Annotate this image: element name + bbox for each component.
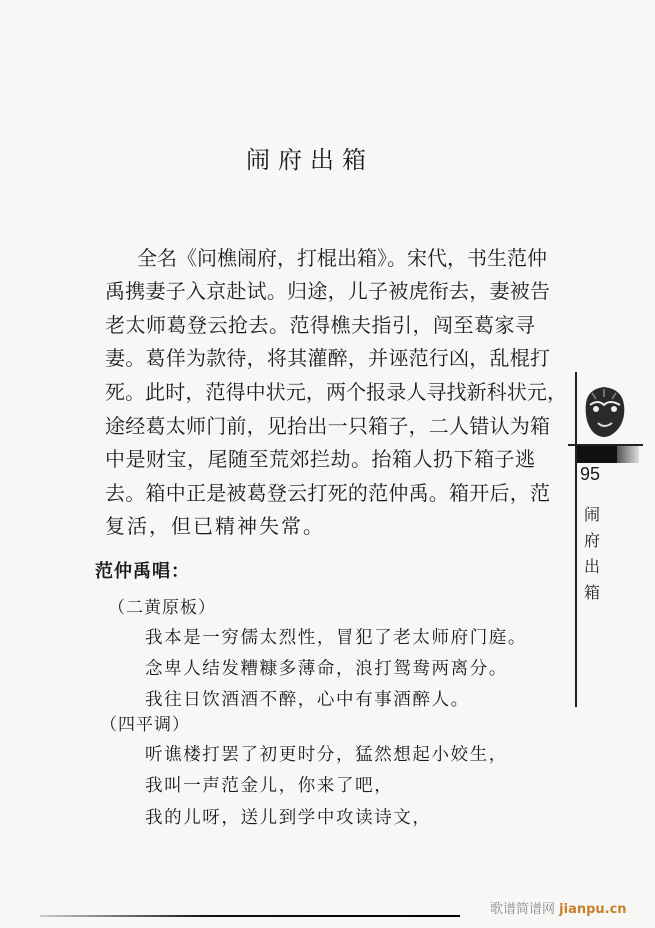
- synopsis-line: 妻。葛佯为款待，将其灌醉，并诬范行凶，乱棍打: [105, 346, 550, 370]
- synopsis-line: 去。箱中正是被葛登云打死的范仲禹。箱开后，范: [105, 481, 550, 505]
- synopsis-line: 途经葛太师门前，见抬出一只箱子，二人错认为箱: [105, 414, 550, 438]
- watermark-site: jianpu.cn: [559, 902, 627, 917]
- synopsis-line: 老太师葛登云抢去。范得樵夫指引，闯至葛家寻: [105, 313, 535, 337]
- opera-mask-icon: [580, 385, 628, 440]
- tune-label: （四平调）: [100, 715, 190, 735]
- lyric-line: 念卑人结发糟糠多薄命，浪打鸳鸯两离分。: [145, 659, 508, 679]
- tune-label: （二黄原板）: [108, 598, 216, 618]
- watermark: [490, 898, 627, 917]
- lyric-line: 我叫一声范金儿，你来了吧，: [145, 776, 394, 796]
- lyric-line: 我本是一穷儒太烈性，冒犯了老太师府门庭。: [145, 628, 527, 648]
- sidebar-band-fade: [617, 446, 639, 463]
- sidebar-rule: [575, 372, 577, 707]
- singer-heading: 范仲禹唱：: [95, 561, 190, 582]
- lyric-line: 我往日饮酒酒不醉，心中有事酒醉人。: [145, 690, 470, 710]
- page-title: 闹府出箱: [246, 146, 374, 174]
- page-number: 95: [580, 464, 601, 484]
- synopsis-line: 禹携妻子入京赴试。归途，儿子被虎衔去，妻被告: [105, 279, 550, 303]
- running-title: 闹府出箱: [584, 505, 601, 602]
- synopsis-line: 死。此时，范得中状元，两个报录人寻找新科状元，: [105, 380, 567, 404]
- lyric-line: 听谯楼打罢了初更时分，猛然想起小姣生，: [145, 745, 508, 765]
- synopsis-line: 复活，但已精神失常。: [105, 514, 325, 538]
- footer-rule: [40, 915, 460, 917]
- lyric-line: 我的儿呀，送儿到学中攻读诗文，: [145, 808, 432, 828]
- sidebar-black-band: [577, 446, 617, 463]
- watermark-cn: 歌谱简谱网: [490, 902, 556, 917]
- synopsis-line: 中是财宝，尾随至荒郊拦劫。抬箱人扔下箱子逃: [105, 447, 535, 471]
- synopsis-line: 全名《问樵闹府，打棍出箱》。宋代，书生范仲: [137, 246, 547, 270]
